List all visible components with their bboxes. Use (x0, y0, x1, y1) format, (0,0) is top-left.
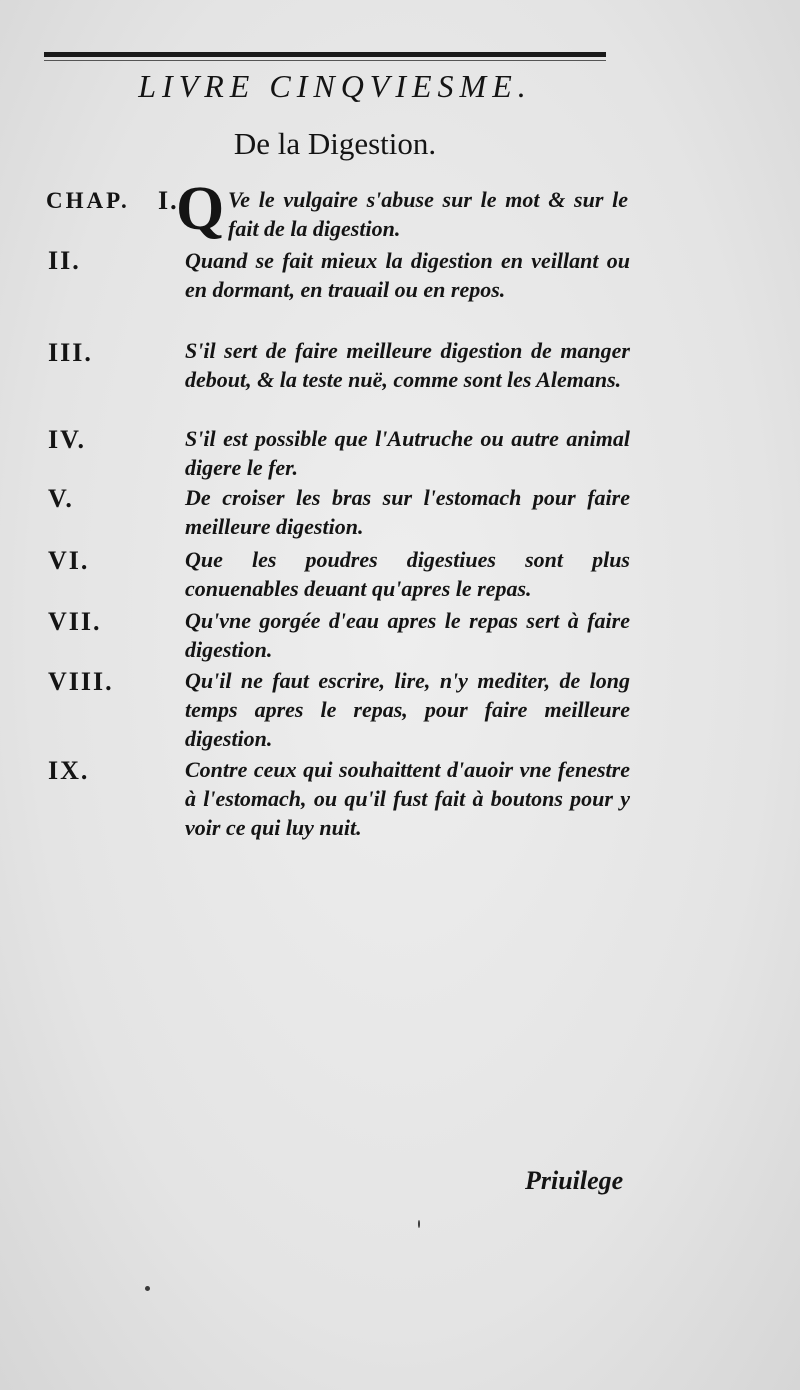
catchword: Priuilege (525, 1166, 624, 1195)
chapter-text-5: De croiser les bras sur l'estomach pour faire meilleure digestion. (185, 485, 630, 539)
ink-speck (145, 1286, 150, 1291)
chapter-numeral: VIII. (48, 667, 114, 696)
chapter-numeral: IV. (48, 425, 87, 454)
header-rule (44, 52, 606, 57)
header-rule-thin (44, 60, 606, 61)
chapter-text-3: S'il sert de faire meilleure digestion de manger debout, & la teste nuë, comme sont les Alemans. (185, 338, 630, 392)
drop-cap: Q (176, 175, 225, 243)
chapter-numeral: IX. (48, 756, 90, 785)
chapter-numeral: I. (158, 186, 179, 215)
chapter-text-7: Qu'vne gorgée d'eau apres le repas sert à faire digestion. (185, 608, 630, 662)
chapter-numeral: II. (48, 246, 81, 275)
section-title: De la Digestion. (233, 126, 437, 161)
chapter-numeral: III. (48, 338, 93, 367)
chapter-numeral: VII. (48, 607, 102, 636)
running-head: LIVRE CINQVIESME. (138, 68, 532, 104)
chapter-text-4: S'il est possible que l'Autruche ou autre animal digere le fer. (185, 426, 630, 480)
chapter-text-8: Qu'il ne faut escrire, lire, n'y mediter, de long temps apres le repas, pour faire meilleure digestion. (185, 668, 630, 751)
chapter-text-9: Contre ceux qui souhaittent d'auoir vne fenestre à l'estomach, ou qu'il fust fait à boutons pour y voir ce qui luy nuit. (185, 757, 630, 840)
chapter-label: CHAP. (46, 188, 130, 213)
chapter-text-2: Quand se fait mieux la digestion en veillant ou en dormant, en trauail ou en repos. (185, 248, 630, 302)
chapter-text-1: Ve le vulgaire s'abuse sur le mot & sur le fait de la digestion. (228, 187, 628, 241)
chapter-numeral: VI. (48, 546, 90, 575)
chapter-numeral: V. (48, 484, 74, 513)
chapter-text-6: Que les poudres digestiues sont plus conuenables deuant qu'apres le repas. (185, 547, 630, 601)
ink-speck (418, 1220, 420, 1228)
